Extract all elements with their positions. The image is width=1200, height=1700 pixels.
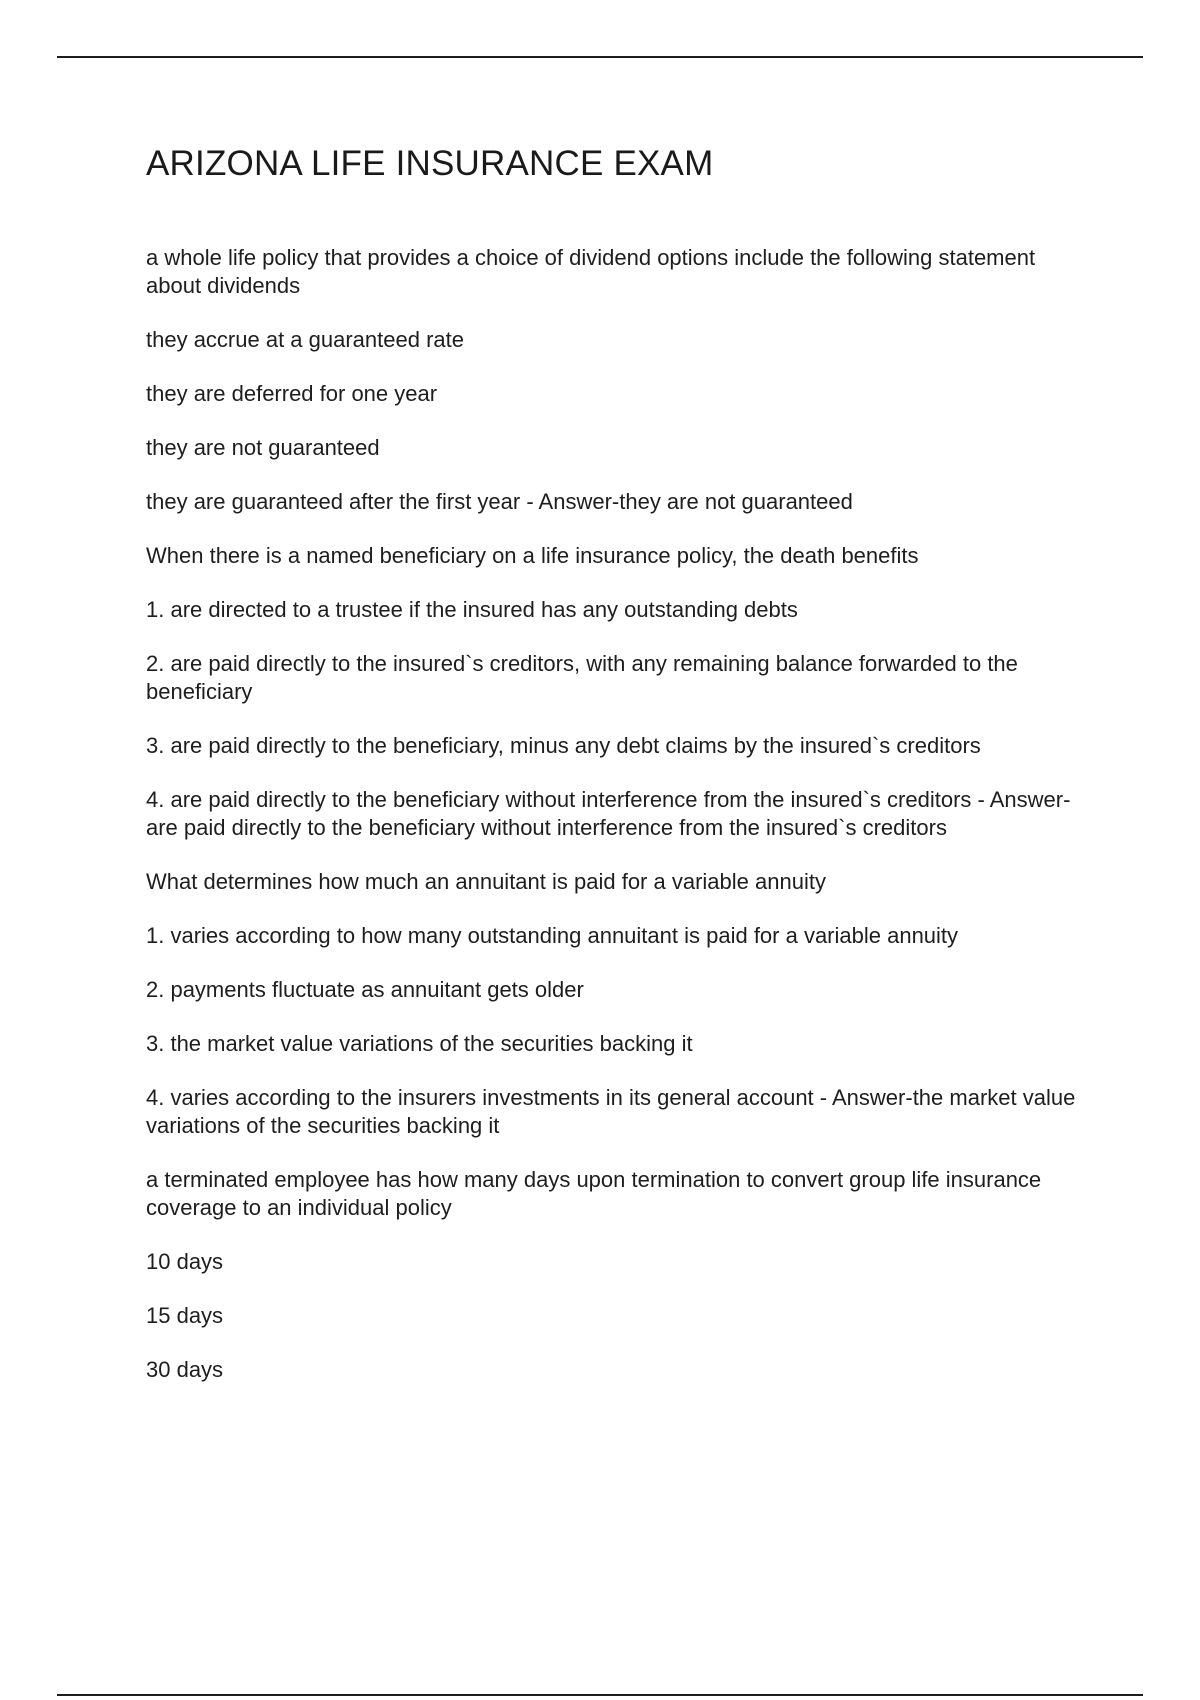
- question-3-option-4-answer: 4. varies according to the insurers investments in its general account - Answer-the market value variations of the securities backing it: [146, 1085, 1076, 1138]
- question-2-option-1: 1. are directed to a trustee if the insured has any outstanding debts: [146, 597, 798, 622]
- question-1-option-a: they accrue at a guaranteed rate: [146, 327, 464, 352]
- top-rule: [57, 56, 1143, 58]
- question-1-text: a whole life policy that provides a choice of dividend options include the following statement about dividends: [146, 245, 1036, 298]
- question-2-option-3: 3. are paid directly to the beneficiary, minus any debt claims by the insured`s creditors: [146, 733, 981, 758]
- question-3-option-1: 1. varies according to how many outstanding annuitant is paid for a variable annuity: [146, 923, 959, 948]
- question-4-option-c: 30 days: [146, 1357, 224, 1382]
- document-title: ARIZONA LIFE INSURANCE EXAM: [146, 144, 714, 183]
- bottom-rule: [57, 1694, 1143, 1696]
- question-4-option-b: 15 days: [146, 1303, 224, 1328]
- question-2-text: When there is a named beneficiary on a life insurance policy, the death benefits: [146, 543, 919, 568]
- question-3-option-3: 3. the market value variations of the securities backing it: [146, 1031, 693, 1056]
- question-3-option-2: 2. payments fluctuate as annuitant gets older: [146, 977, 584, 1002]
- question-1-option-b: they are deferred for one year: [146, 381, 438, 406]
- question-4-option-a: 10 days: [146, 1249, 224, 1274]
- document-body: [146, 140, 1076, 1410]
- question-3-text: What determines how much an annuitant is paid for a variable annuity: [146, 869, 826, 894]
- question-2-option-4-answer: 4. are paid directly to the beneficiary without interference from the insured`s creditors - Answer-are paid directly to the beneficiary without interference from the insured`s creditors: [146, 787, 1071, 840]
- question-2-option-2: 2. are paid directly to the insured`s creditors, with any remaining balance forwarded to the beneficiary: [146, 651, 1018, 704]
- question-1-option-c: they are not guaranteed: [146, 435, 380, 460]
- question-1-option-d-answer: they are guaranteed after the first year - Answer-they are not guaranteed: [146, 489, 853, 514]
- question-4-text: a terminated employee has how many days upon termination to convert group life insurance coverage to an individual policy: [146, 1167, 1042, 1220]
